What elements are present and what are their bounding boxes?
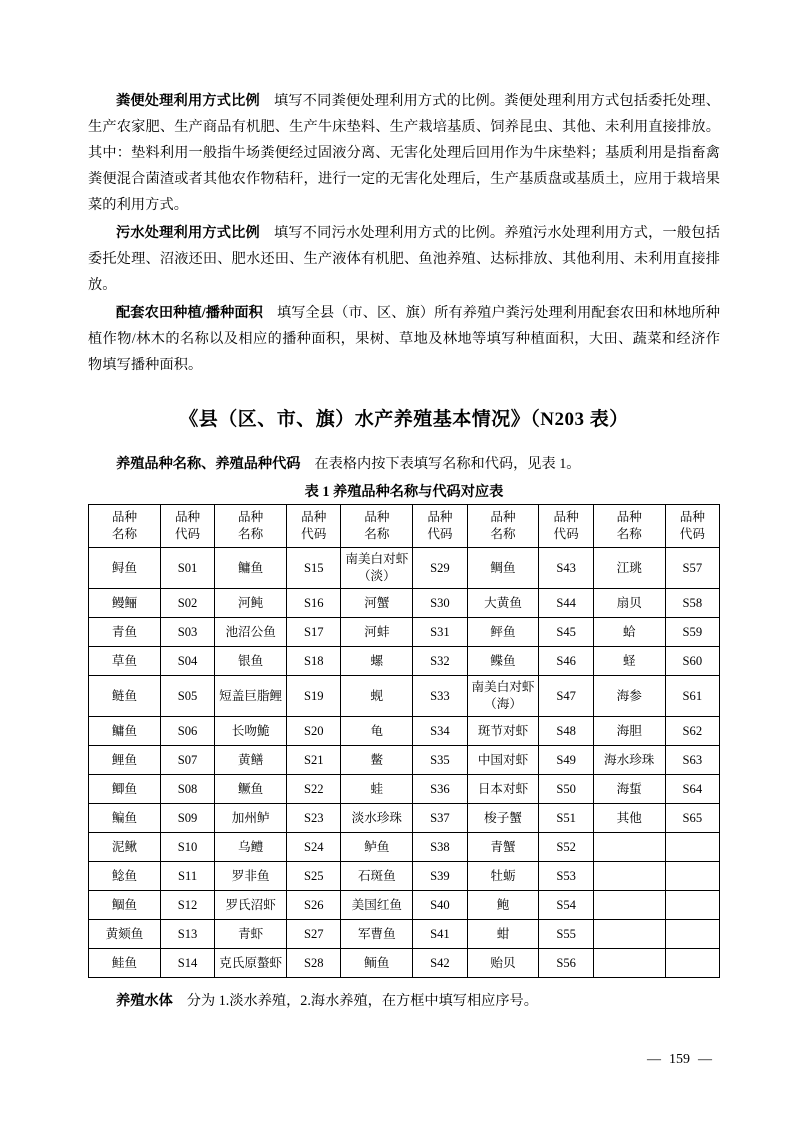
table-cell: 泥鳅: [89, 833, 161, 862]
paragraph-text-manure: 填写不同粪便处理利用方式的比例。粪便处理利用方式包括委托处理、生产农家肥、生产商品有机肥、生产牛床垫料、生产栽培基质、饲养昆虫、其他、未利用直接排放。其中：垫料利用一般指牛场粪便经过固液分离、无害化处理后回用作为牛床垫料；基质利用是指畜禽粪便混合菌渣或者其他农作物秸秆，进行一定的无害化处理后，生产基质盘或基质土，应用于栽培果菜的利用方式。: [88, 93, 720, 213]
header-line-2: 名称: [616, 527, 642, 541]
table-cell: S04: [160, 647, 214, 676]
table-row: [89, 804, 720, 833]
table-cell: 蛏: [593, 647, 665, 676]
table-cell: S58: [665, 589, 719, 618]
table-cell: S45: [539, 618, 593, 647]
table-cell: S23: [287, 804, 341, 833]
table-cell: 军曹鱼: [341, 920, 413, 949]
table-cell: S19: [287, 676, 341, 717]
table-cell: S01: [160, 548, 214, 589]
table-cell: 螺: [341, 647, 413, 676]
note-text-species: 在表格内按下表填写名称和代码，见表 1。: [314, 456, 581, 472]
header-line-2: 名称: [238, 527, 264, 541]
table-cell: 鲟鱼: [89, 548, 161, 589]
table-cell: S06: [160, 717, 214, 746]
header-line-2: 代码: [301, 527, 327, 541]
table-cell: S40: [413, 891, 467, 920]
table-cell: S35: [413, 746, 467, 775]
table-cell: 海水珍珠: [593, 746, 665, 775]
note-species-code: [88, 451, 720, 477]
table-cell: S31: [413, 618, 467, 647]
table-cell: S59: [665, 618, 719, 647]
table-cell: 草鱼: [89, 647, 161, 676]
table-row: [89, 949, 720, 978]
table-cell: 中国对虾: [467, 746, 539, 775]
table-cell: S37: [413, 804, 467, 833]
table-header-cell: [467, 505, 539, 548]
section-title: 《县（区、市、旗）水产养殖基本情况》（N203 表）: [179, 409, 629, 430]
table-cell: 蛤: [593, 618, 665, 647]
table-cell: S27: [287, 920, 341, 949]
header-line-1: 品种: [111, 510, 138, 524]
table-cell: S56: [539, 949, 593, 978]
footer-dash-left: —: [647, 1052, 661, 1067]
table-cell: 鳙鱼: [89, 717, 161, 746]
table-cell: [665, 833, 719, 862]
paragraph-farmland: [88, 300, 720, 378]
table-cell: 鳜鱼: [215, 775, 287, 804]
term-label-sewage: 污水处理利用方式比例: [116, 225, 260, 241]
table-cell: S05: [160, 676, 214, 717]
table-cell: S08: [160, 775, 214, 804]
table-cell: S55: [539, 920, 593, 949]
table-cell: 南美白对虾（海）: [467, 676, 539, 717]
table-cell: S63: [665, 746, 719, 775]
table-row: [89, 891, 720, 920]
table-cell: S50: [539, 775, 593, 804]
table-cell: 牡蛎: [467, 862, 539, 891]
table-cell: S61: [665, 676, 719, 717]
table-cell: S29: [413, 548, 467, 589]
header-line-1: 品种: [364, 510, 390, 524]
table-row: [89, 618, 720, 647]
table-cell: S26: [287, 891, 341, 920]
term-label-farmland: 配套农田种植/播种面积: [116, 305, 263, 321]
table-cell: 青虾: [215, 920, 287, 949]
table-header-cell: [413, 505, 467, 548]
table-cell: 加州鲈: [215, 804, 287, 833]
table-cell: S54: [539, 891, 593, 920]
paragraph-text-sewage: 填写不同污水处理利用方式的比例。养殖污水处理利用方式，一般包括委托处理、沼液还田、肥水还田、生产液体有机肥、鱼池养殖、达标排放、其他利用、未利用直接排放。: [88, 225, 720, 293]
header-line-1: 品种: [427, 510, 453, 524]
table-cell: S60: [665, 647, 719, 676]
table-cell: [665, 891, 719, 920]
table-cell: S33: [413, 676, 467, 717]
table-cell: S14: [160, 949, 214, 978]
table-header-row: [89, 505, 720, 548]
table-cell: S30: [413, 589, 467, 618]
header-line-2: 代码: [174, 527, 201, 541]
table-row: [89, 548, 720, 589]
table-cell: 鲫鱼: [89, 775, 161, 804]
table-cell: 海蜇: [593, 775, 665, 804]
table-cell: 鳊鱼: [89, 804, 161, 833]
table-cell: S32: [413, 647, 467, 676]
table-header-cell: [89, 505, 161, 548]
table-cell: 青蟹: [467, 833, 539, 862]
table-cell: S38: [413, 833, 467, 862]
header-line-1: 品种: [616, 510, 642, 524]
table-row: [89, 775, 720, 804]
table-header-cell: [215, 505, 287, 548]
table-cell: S18: [287, 647, 341, 676]
table-cell: S49: [539, 746, 593, 775]
table-cell: 蚶: [467, 920, 539, 949]
header-line-2: 代码: [679, 527, 705, 541]
table-row: [89, 862, 720, 891]
table-header-cell: [593, 505, 665, 548]
table-cell: S24: [287, 833, 341, 862]
table-cell: S53: [539, 862, 593, 891]
header-line-1: 品种: [553, 510, 579, 524]
table-cell: S62: [665, 717, 719, 746]
note-water-body: [88, 988, 720, 1014]
table-cell: [593, 920, 665, 949]
table-cell: 其他: [593, 804, 665, 833]
table-cell: 克氏原螯虾: [215, 949, 287, 978]
table-cell: 鲕鱼: [341, 949, 413, 978]
paragraph-sewage: [88, 220, 720, 298]
table-cell: S17: [287, 618, 341, 647]
table-cell: 鲑鱼: [89, 949, 161, 978]
table-cell: 乌鳢: [215, 833, 287, 862]
table-cell: [593, 891, 665, 920]
table-cell: 鲆鱼: [467, 618, 539, 647]
table-cell: 蛙: [341, 775, 413, 804]
table-row: [89, 717, 720, 746]
table-cell: 鳖: [341, 746, 413, 775]
table-cell: 江珧: [593, 548, 665, 589]
table-cell: 河鲀: [215, 589, 287, 618]
header-line-2: 名称: [490, 527, 516, 541]
table-cell: S09: [160, 804, 214, 833]
term-label-species: 养殖品种名称、养殖品种代码: [116, 456, 301, 472]
table-cell: S02: [160, 589, 214, 618]
table-cell: [593, 949, 665, 978]
table-cell: S43: [539, 548, 593, 589]
table-cell: 罗非鱼: [215, 862, 287, 891]
table-cell: 长吻鮠: [215, 717, 287, 746]
table-cell: S03: [160, 618, 214, 647]
table-cell: S36: [413, 775, 467, 804]
table-cell: 日本对虾: [467, 775, 539, 804]
table-row: [89, 920, 720, 949]
table-cell: S16: [287, 589, 341, 618]
table-cell: S44: [539, 589, 593, 618]
table-cell: 鲷鱼: [467, 548, 539, 589]
page-footer: [88, 1052, 720, 1068]
header-line-2: 名称: [111, 527, 138, 541]
table-cell: 扇贝: [593, 589, 665, 618]
table-row: [89, 589, 720, 618]
table-cell: 鲴鱼: [89, 891, 161, 920]
table-cell: S39: [413, 862, 467, 891]
table-cell: 鲢鱼: [89, 676, 161, 717]
table-cell: 鲍: [467, 891, 539, 920]
table-cell: S34: [413, 717, 467, 746]
table-row: [89, 746, 720, 775]
table-cell: S07: [160, 746, 214, 775]
table-cell: 黄颏鱼: [89, 920, 161, 949]
table-cell: S57: [665, 548, 719, 589]
table-cell: 鲈鱼: [341, 833, 413, 862]
table-cell: S12: [160, 891, 214, 920]
table-cell: [665, 949, 719, 978]
table-header-cell: [665, 505, 719, 548]
table-cell: 南美白对虾（淡）: [341, 548, 413, 589]
table-cell: [665, 862, 719, 891]
table-cell: S11: [160, 862, 214, 891]
table-row: [89, 833, 720, 862]
table-cell: 河蚌: [341, 618, 413, 647]
table-cell: 鲤鱼: [89, 746, 161, 775]
table-cell: 鳙鱼: [215, 548, 287, 589]
table-cell: S28: [287, 949, 341, 978]
page-number: 159: [669, 1052, 690, 1067]
table-cell: S20: [287, 717, 341, 746]
table-cell: S47: [539, 676, 593, 717]
table-cell: 石斑鱼: [341, 862, 413, 891]
species-code-table: [88, 504, 720, 978]
table-cell: S64: [665, 775, 719, 804]
table-cell: 青鱼: [89, 618, 161, 647]
header-line-1: 品种: [679, 510, 705, 524]
table-row: [89, 647, 720, 676]
table-cell: [593, 862, 665, 891]
table-cell: 银鱼: [215, 647, 287, 676]
table-cell: S51: [539, 804, 593, 833]
note-text-water-body: 分为 1.淡水养殖，2.海水养殖，在方框中填写相应序号。: [186, 993, 538, 1009]
table-header-cell: [341, 505, 413, 548]
table-cell: 短盖巨脂鲤: [215, 676, 287, 717]
header-line-2: 代码: [553, 527, 579, 541]
header-line-2: 代码: [427, 527, 453, 541]
table-caption: 表 1 养殖品种名称与代码对应表: [304, 484, 504, 500]
table-cell: 河蟹: [341, 589, 413, 618]
table-cell: S25: [287, 862, 341, 891]
table-cell: 贻贝: [467, 949, 539, 978]
footer-dash-right: —: [698, 1052, 712, 1067]
table-cell: 海参: [593, 676, 665, 717]
table-cell: S52: [539, 833, 593, 862]
table-cell: 蚬: [341, 676, 413, 717]
paragraph-text-farmland: 填写全县（市、区、旗）所有养殖户粪污处理利用配套农田和林地所种植作物/林木的名称以及相应的播种面积，果树、草地及林地等填写种植面积，大田、蔬菜和经济作物填写播种面积。: [88, 305, 720, 373]
table-header-cell: [160, 505, 214, 548]
table-cell: S10: [160, 833, 214, 862]
table-cell: [665, 920, 719, 949]
table-cell: S13: [160, 920, 214, 949]
header-line-2: 名称: [364, 527, 390, 541]
page-content: [88, 88, 720, 1014]
table-header-cell: [287, 505, 341, 548]
header-line-1: 品种: [238, 510, 264, 524]
table-cell: S41: [413, 920, 467, 949]
header-line-1: 品种: [490, 510, 516, 524]
header-line-1: 品种: [301, 510, 327, 524]
table-cell: 海胆: [593, 717, 665, 746]
paragraph-manure: [88, 88, 720, 218]
table-cell: 池沼公鱼: [215, 618, 287, 647]
table-cell: S42: [413, 949, 467, 978]
table-cell: S21: [287, 746, 341, 775]
table-cell: 淡水珍珠: [341, 804, 413, 833]
table-cell: 鲽鱼: [467, 647, 539, 676]
table-cell: [593, 833, 665, 862]
table-cell: 斑节对虾: [467, 717, 539, 746]
table-cell: 龟: [341, 717, 413, 746]
table-cell: S15: [287, 548, 341, 589]
table-header-cell: [539, 505, 593, 548]
table-cell: S46: [539, 647, 593, 676]
table-row: [89, 676, 720, 717]
table-cell: 梭子蟹: [467, 804, 539, 833]
table-cell: 黄鳝: [215, 746, 287, 775]
term-label-manure: 粪便处理利用方式比例: [116, 93, 260, 109]
table-cell: 美国红鱼: [341, 891, 413, 920]
table-cell: 罗氏沼虾: [215, 891, 287, 920]
table-cell: S48: [539, 717, 593, 746]
header-line-1: 品种: [174, 510, 201, 524]
table-cell: 鲶鱼: [89, 862, 161, 891]
table-cell: 鳗鲡: [89, 589, 161, 618]
table-cell: S22: [287, 775, 341, 804]
table-cell: 大黄鱼: [467, 589, 539, 618]
table-cell: S65: [665, 804, 719, 833]
term-label-water-body: 养殖水体: [116, 993, 173, 1009]
